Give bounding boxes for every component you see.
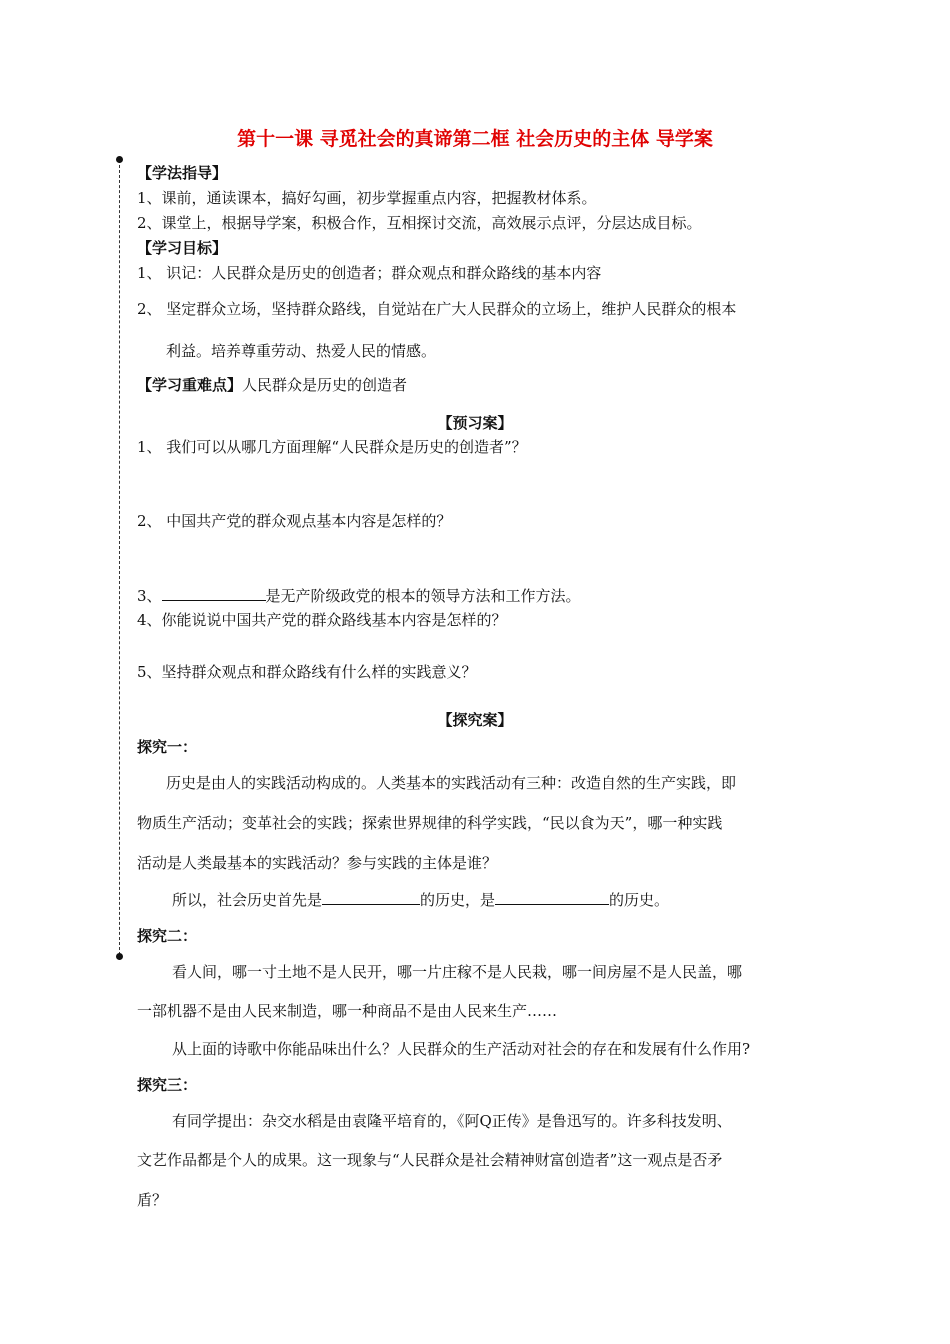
preview-question-5: 5、坚持群众观点和群众路线有什么样的实践意义？ [137,663,477,681]
explore-one-paragraph-line-3: 活动是人类最基本的实践活动？参与实践的主体是谁？ [137,854,498,872]
method-heading: 【学法指导】 [137,164,228,182]
explore-two-question: 从上面的诗歌中你能品味出什么？人民群众的生产活动对社会的存在和发展有什么作用? [172,1040,751,1058]
explore-one-fill-c: 的历史。 [609,891,670,909]
key-point-text: 人民群众是历史的创造者 [242,376,408,394]
explore-one-fill-a: 所以，社会历史首先是 [172,891,323,909]
goals-heading: 【学习目标】 [137,239,228,257]
key-point-heading: 【学习重难点】 [137,376,243,394]
explore-one-paragraph-line-1: 历史是由人的实践活动构成的。人类基本的实践活动有三种：改造自然的生产实践，即 [166,774,737,792]
goal-item-2-line-1: 2、 坚定群众立场，坚持群众路线，自觉站在广大人民群众的立场上，维护人民群众的根本 [137,300,737,318]
document-title: 第十一课 寻觅社会的真谛第二框 社会历史的主体 导学案 [237,128,713,150]
method-item-2: 2、课堂上，根据导学案，积极合作，互相探讨交流，高效展示点评，分层达成目标。 [137,214,702,232]
fill-blank-history-1[interactable] [322,890,420,905]
preview-question-3-suffix: 是无产阶级政党的根本的领导方法和工作方法。 [265,587,581,605]
goal-item-2-line-2: 利益。培养尊重劳动、热爱人民的情感。 [166,342,437,360]
explore-two-heading: 探究二： [137,927,198,945]
explore-one-fill-line [172,890,669,910]
explore-three-paragraph-line-1: 有同学提出：杂交水稻是由袁隆平培育的，《阿Q正传》是鲁迅写的。许多科技发明、 [172,1112,732,1130]
explore-heading: 【探究案】 [437,711,513,729]
explore-two-paragraph-line-1: 看人间，哪一寸土地不是人民开，哪一片庄稼不是人民栽，哪一间房屋不是人民盖，哪 [172,963,743,981]
binding-dot-top [116,156,123,163]
explore-three-paragraph-line-3: 盾？ [137,1191,168,1209]
preview-question-2: 2、 中国共产党的群众观点基本内容是怎样的？ [137,512,452,530]
explore-three-heading: 探究三： [137,1076,198,1094]
fill-blank-history-2[interactable] [495,890,609,905]
binding-margin-line [119,160,120,960]
key-point-row [137,375,407,395]
goal-item-1: 1、 识记：人民群众是历史的创造者；群众观点和群众路线的基本内容 [137,264,602,282]
explore-one-paragraph-line-2: 物质生产活动；变革社会的实践；探索世界规律的科学实践，“民以食为天”，哪一种实践 [137,814,723,832]
preview-question-4: 4、你能说说中国共产党的群众路线基本内容是怎样的？ [137,611,507,629]
method-item-1: 1、课前，通读课本，搞好勾画，初步掌握重点内容，把握教材体系。 [137,189,597,207]
preview-question-3 [137,586,581,606]
explore-one-heading: 探究一： [137,738,198,756]
explore-two-paragraph-line-2: 一部机器不是由人民来制造，哪一种商品不是由人民来生产…… [137,1002,558,1020]
fill-blank-3[interactable] [162,586,266,601]
explore-one-fill-b: 的历史，是 [420,891,496,909]
preview-question-1: 1、 我们可以从哪几方面理解“人民群众是历史的创造者”？ [137,438,527,456]
explore-three-paragraph-line-2: 文艺作品都是个人的成果。这一现象与“人民群众是社会精神财富创造者”这一观点是否矛 [137,1151,723,1169]
preview-heading: 【预习案】 [437,414,513,432]
binding-dot-bottom [116,953,123,960]
preview-question-3-prefix: 3、 [137,587,162,605]
